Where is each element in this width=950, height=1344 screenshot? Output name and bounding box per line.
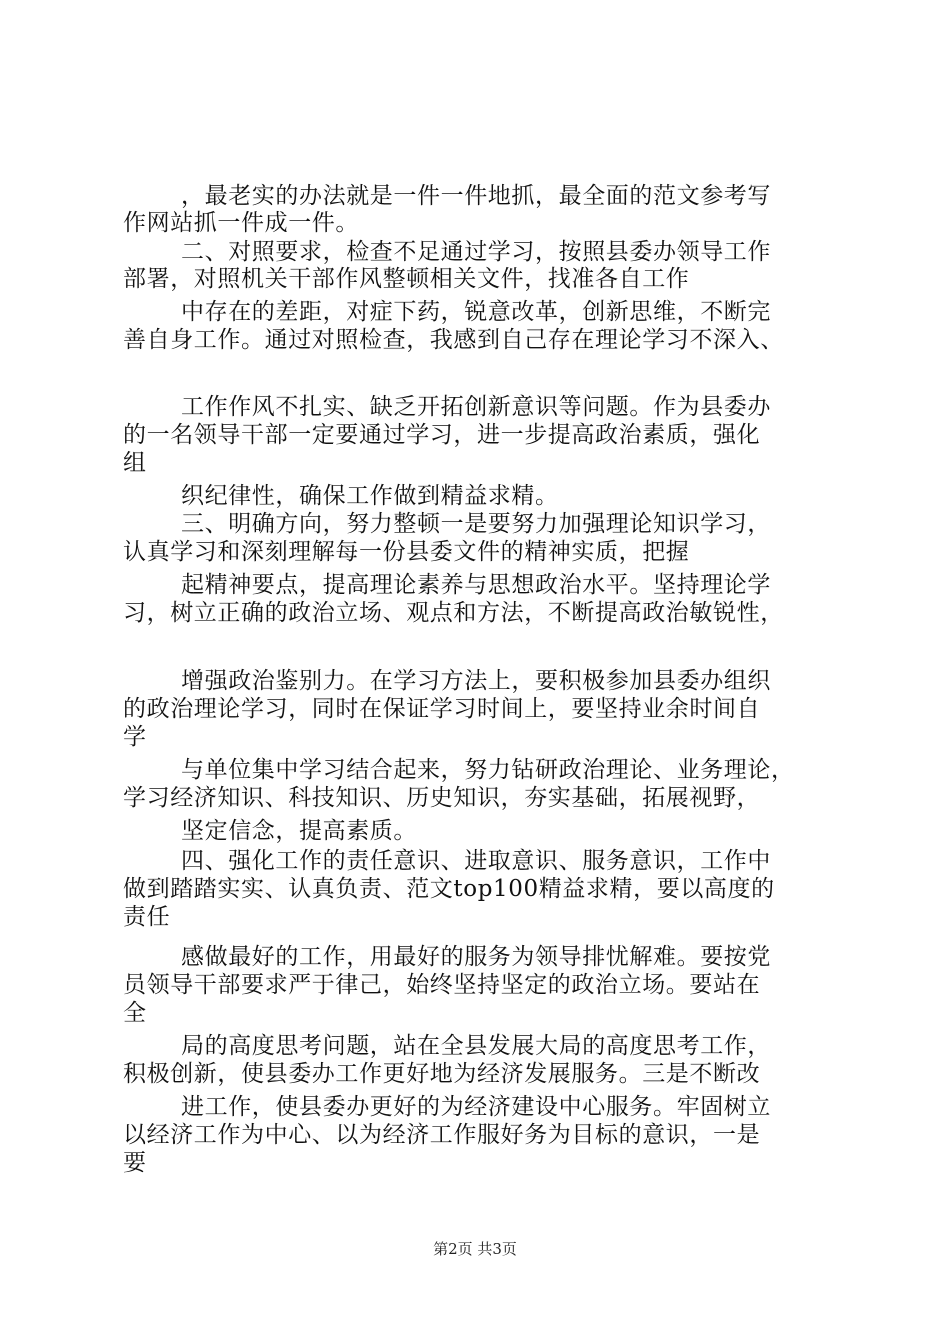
text-line: 织纪律性，确保工作做到精益求精。 bbox=[181, 483, 559, 509]
text-line: 工作作风不扎实、缺乏开拓创新意识等问题。作为县委办 bbox=[181, 394, 771, 420]
text-line: 与单位集中学习结合起来，努力钻研政治理论、业务理论， bbox=[181, 757, 795, 783]
text-line: 的政治理论学习，同时在保证学习时间上，要坚持业余时间自 bbox=[123, 696, 761, 722]
text-line: 要 bbox=[123, 1150, 147, 1176]
text-line: 组 bbox=[123, 450, 147, 476]
text-line: 坚定信念，提高素质。 bbox=[181, 818, 417, 844]
text-line: 作网站抓一件成一件。 bbox=[123, 210, 359, 236]
text-line: 局的高度思考问题，站在全县发展大局的高度思考工作， bbox=[181, 1033, 771, 1059]
text-line: 认真学习和深刻理解每一份县委文件的精神实质，把握 bbox=[123, 539, 690, 565]
page-number-footer: 第2页 共3页 bbox=[433, 1240, 517, 1258]
text-line: 四、强化工作的责任意识、进取意识、服务意识，工作中 bbox=[181, 848, 771, 874]
text-line: 感做最好的工作，用最好的服务为领导排忧解难。要按党 bbox=[181, 944, 771, 970]
text-line: 中存在的差距，对症下药，锐意改革，创新思维，不断完 bbox=[181, 299, 771, 325]
text-line: 做到踏踏实实、认真负责、范文top100精益求精，要以高度的 bbox=[123, 876, 775, 902]
text-line: 增强政治鉴别力。在学习方法上，要积极参加县委办组织 bbox=[181, 668, 771, 694]
text-line: 的一名领导干部一定要通过学习，进一步提高政治素质，强化 bbox=[123, 422, 761, 448]
text-line: 部署，对照机关干部作风整顿相关文件，找准各自工作 bbox=[123, 266, 690, 292]
text-line: 积极创新，使县委办工作更好地为经济发展服务。三是不断改 bbox=[123, 1061, 761, 1087]
text-line: 责任 bbox=[123, 904, 171, 930]
text-line: 习，树立正确的政治立场、观点和方法，不断提高政治敏锐性， bbox=[123, 600, 784, 626]
text-line: 以经济工作为中心、以为经济工作服好务为目标的意识，一是 bbox=[123, 1122, 761, 1148]
text-line: 进工作，使县委办更好的为经济建设中心服务。牢固树立 bbox=[181, 1094, 771, 1120]
text-line: 二、对照要求，检查不足通过学习，按照县委办领导工作 bbox=[181, 239, 771, 265]
text-line: 学习经济知识、科技知识、历史知识，夯实基础，拓展视野， bbox=[123, 785, 761, 811]
text-line: ，最老实的办法就是一件一件地抓，最全面的范文参考写 bbox=[181, 183, 771, 209]
text-line: 学 bbox=[123, 724, 147, 750]
text-line: 全 bbox=[123, 1000, 147, 1026]
text-line: 善自身工作。通过对照检查，我感到自己存在理论学习不深入、 bbox=[123, 327, 784, 353]
text-line: 员领导干部要求严于律己，始终坚持坚定的政治立场。要站在 bbox=[123, 972, 761, 998]
text-line: 起精神要点，提高理论素养与思想政治水平。坚持理论学 bbox=[181, 572, 771, 598]
text-line: 三、明确方向，努力整顿一是要努力加强理论知识学习， bbox=[181, 511, 771, 537]
